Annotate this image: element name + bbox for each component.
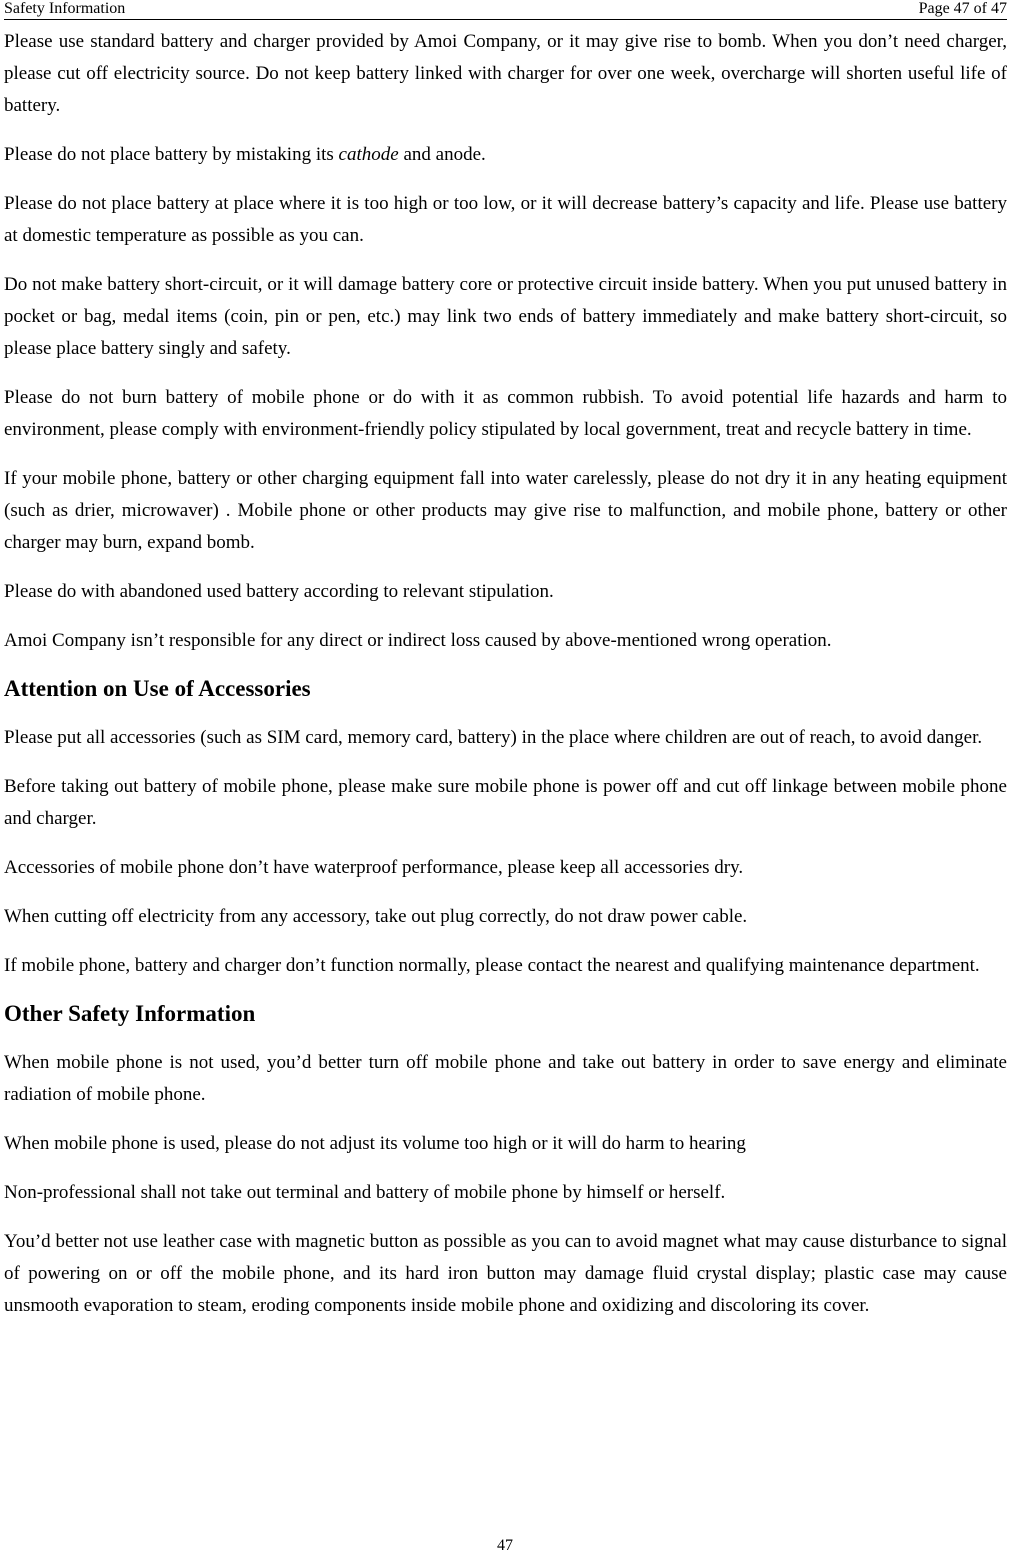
paragraph-battery-disposal: Please do not burn battery of mobile phone or do with it as common rubbish. To avoid potential life hazards and harm to environment, please comply with environment-friendly policy stipulated by local government, treat and recycle battery in time. — [4, 387, 1007, 440]
paragraph-charger-usage: Please use standard battery and charger provided by Amoi Company, or it may give rise to bomb. When you don’t need charger, please cut off electricity source. Do not keep battery linked with charger for over one week, overcharge will shorten useful life of battery. — [4, 31, 1007, 116]
paragraph-abandoned-battery: Please do with abandoned used battery according to relevant stipulation. — [4, 581, 554, 602]
page-footer — [0, 1538, 1010, 1554]
paragraph-water-damage: If your mobile phone, battery or other charging equipment fall into water carelessly, please do not dry it in any heating equipment (such as drier, microwaver) . Mobile phone or other products may give rise to malfunction, and mobile phone, battery or other charger may burn, expand bomb. — [4, 468, 1007, 553]
paragraph-text: Please do not place battery by mistaking its — [4, 144, 339, 165]
paragraph-accessories-children: Please put all accessories (such as SIM card, memory card, battery) in the place where children are out of reach, to avoid danger. — [4, 727, 983, 748]
heading-accessories: Attention on Use of Accessories — [4, 676, 311, 701]
page-header — [4, 0, 1007, 20]
paragraph-battery-removal: Before taking out battery of mobile phone, please make sure mobile phone is power off and cut off linkage between mobile phone and charger. — [4, 776, 1007, 829]
paragraph-battery-polarity — [4, 139, 1007, 171]
header-page-indicator: Page 47 of 47 — [918, 0, 1007, 17]
header-section-title: Safety Information — [4, 0, 126, 17]
page-number: 47 — [497, 1537, 513, 1554]
emphasis-term: cathode — [338, 144, 399, 165]
paragraph-waterproof: Accessories of mobile phone don’t have waterproof performance, please keep all accessories dry. — [4, 857, 744, 878]
paragraph-battery-temperature: Please do not place battery at place where it is too high or too low, or it will decrease battery’s capacity and life. Please use battery at domestic temperature as possible as you can. — [4, 193, 1007, 246]
paragraph-text: and anode. — [398, 144, 486, 165]
paragraph-maintenance: If mobile phone, battery and charger don’t function normally, please contact the nearest and qualifying maintenance department. — [4, 955, 980, 976]
paragraph-volume: When mobile phone is used, please do not adjust its volume too high or it will do harm to hearing — [4, 1133, 746, 1154]
heading-other-safety: Other Safety Information — [4, 1001, 256, 1026]
paragraph-short-circuit: Do not make battery short-circuit, or it will damage battery core or protective circuit inside battery. When you put unused battery in pocket or bag, medal items (coin, pin or pen, etc.) may link two ends of battery immediately and make battery short-circuit, so please place battery singly and safety. — [4, 274, 1007, 359]
paragraph-non-professional: Non-professional shall not take out terminal and battery of mobile phone by himself or herself. — [4, 1182, 726, 1203]
paragraph-liability: Amoi Company isn’t responsible for any direct or indirect loss caused by above-mentioned wrong operation. — [4, 630, 832, 651]
document-body — [4, 26, 1007, 1339]
paragraph-leather-case: You’d better not use leather case with magnetic button as possible as you can to avoid magnet what may cause disturbance to signal of powering on or off the mobile phone, and its hard iron button may damage fluid crystal display; plastic case may cause unsmooth evaporation to steam, eroding components inside mobile phone and oxidizing and discoloring its cover. — [4, 1231, 1007, 1316]
paragraph-power-off: When mobile phone is not used, you’d better turn off mobile phone and take out battery in order to save energy and eliminate radiation of mobile phone. — [4, 1052, 1007, 1105]
paragraph-unplug: When cutting off electricity from any accessory, take out plug correctly, do not draw power cable. — [4, 906, 748, 927]
